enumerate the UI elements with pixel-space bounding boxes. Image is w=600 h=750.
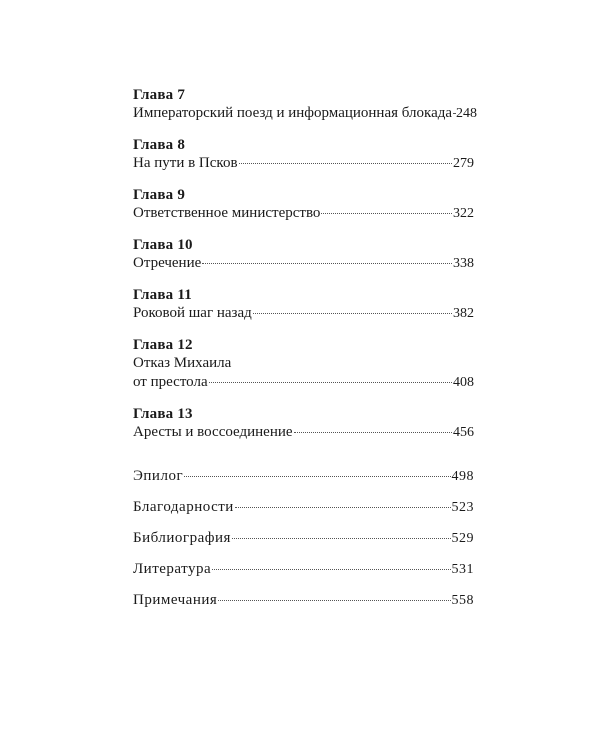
page-number: 498	[451, 469, 474, 484]
page-number: 531	[451, 562, 474, 577]
toc-entry[interactable]	[133, 423, 474, 442]
chapter-title: Отречение	[133, 255, 202, 271]
page-number: 248	[456, 106, 478, 121]
toc-chapter-11	[133, 286, 474, 323]
entry-title: Благодарности	[133, 499, 234, 515]
toc-entry[interactable]	[133, 154, 474, 173]
toc-entry[interactable]	[133, 254, 474, 273]
table-of-contents	[133, 86, 478, 622]
dot-leader	[232, 538, 451, 539]
toc-chapter-8	[133, 136, 474, 173]
page-number: 408	[453, 375, 474, 390]
toc-chapter-7	[133, 86, 478, 123]
page-number: 279	[453, 156, 474, 171]
entry-title: Эпилог	[133, 468, 184, 484]
dot-leader	[235, 507, 451, 508]
chapter-label: Глава 9	[133, 187, 186, 203]
dot-leader	[453, 113, 455, 114]
toc-entry[interactable]	[133, 373, 474, 392]
dot-leader	[218, 600, 450, 601]
chapter-label: Глава 13	[133, 406, 193, 422]
toc-entry[interactable]	[133, 104, 478, 123]
page-number: 382	[453, 306, 474, 321]
dot-leader	[202, 263, 452, 264]
chapter-title: Аресты и воссоединение	[133, 424, 293, 440]
chapter-label: Глава 8	[133, 137, 186, 153]
backmatter-list	[133, 467, 474, 610]
toc-entry[interactable]	[133, 304, 474, 323]
toc-entry-epilogue[interactable]	[133, 467, 474, 486]
page-number: 456	[453, 425, 474, 440]
toc-chapter-9	[133, 186, 474, 223]
page-number: 558	[451, 593, 474, 608]
toc-chapter-10	[133, 236, 474, 273]
dot-leader	[321, 213, 452, 214]
entry-title: Литература	[133, 561, 212, 577]
toc-entry[interactable]	[133, 204, 474, 223]
chapter-title: от престола	[133, 374, 208, 390]
entry-title: Примечания	[133, 592, 218, 608]
toc-entry-bibliography[interactable]	[133, 529, 474, 548]
dot-leader	[294, 432, 452, 433]
chapter-label: Глава 12	[133, 337, 193, 353]
toc-entry-acknowledgements[interactable]	[133, 498, 474, 517]
dot-leader	[209, 382, 452, 383]
chapter-label: Глава 7	[133, 87, 186, 103]
chapter-label: Глава 11	[133, 287, 192, 303]
chapter-title: Императорский поезд и информационная блокада	[133, 105, 453, 121]
chapter-title: Роковой шаг назад	[133, 305, 252, 321]
page-number: 529	[451, 531, 474, 546]
dot-leader	[253, 313, 452, 314]
chapter-title-line: Отказ Михаила	[133, 355, 232, 371]
entry-title: Библиография	[133, 530, 231, 546]
toc-chapter-12	[133, 336, 474, 392]
dot-leader	[184, 476, 450, 477]
dot-leader	[212, 569, 450, 570]
toc-entry-literature[interactable]	[133, 560, 474, 579]
page-number: 523	[451, 500, 474, 515]
page-number: 322	[453, 206, 474, 221]
chapter-title: На пути в Псков	[133, 155, 238, 171]
chapter-title: Ответственное министерство	[133, 205, 321, 221]
dot-leader	[239, 163, 452, 164]
page-number: 338	[453, 256, 474, 271]
toc-chapter-13	[133, 405, 474, 442]
toc-entry-notes[interactable]	[133, 591, 474, 610]
chapter-label: Глава 10	[133, 237, 193, 253]
